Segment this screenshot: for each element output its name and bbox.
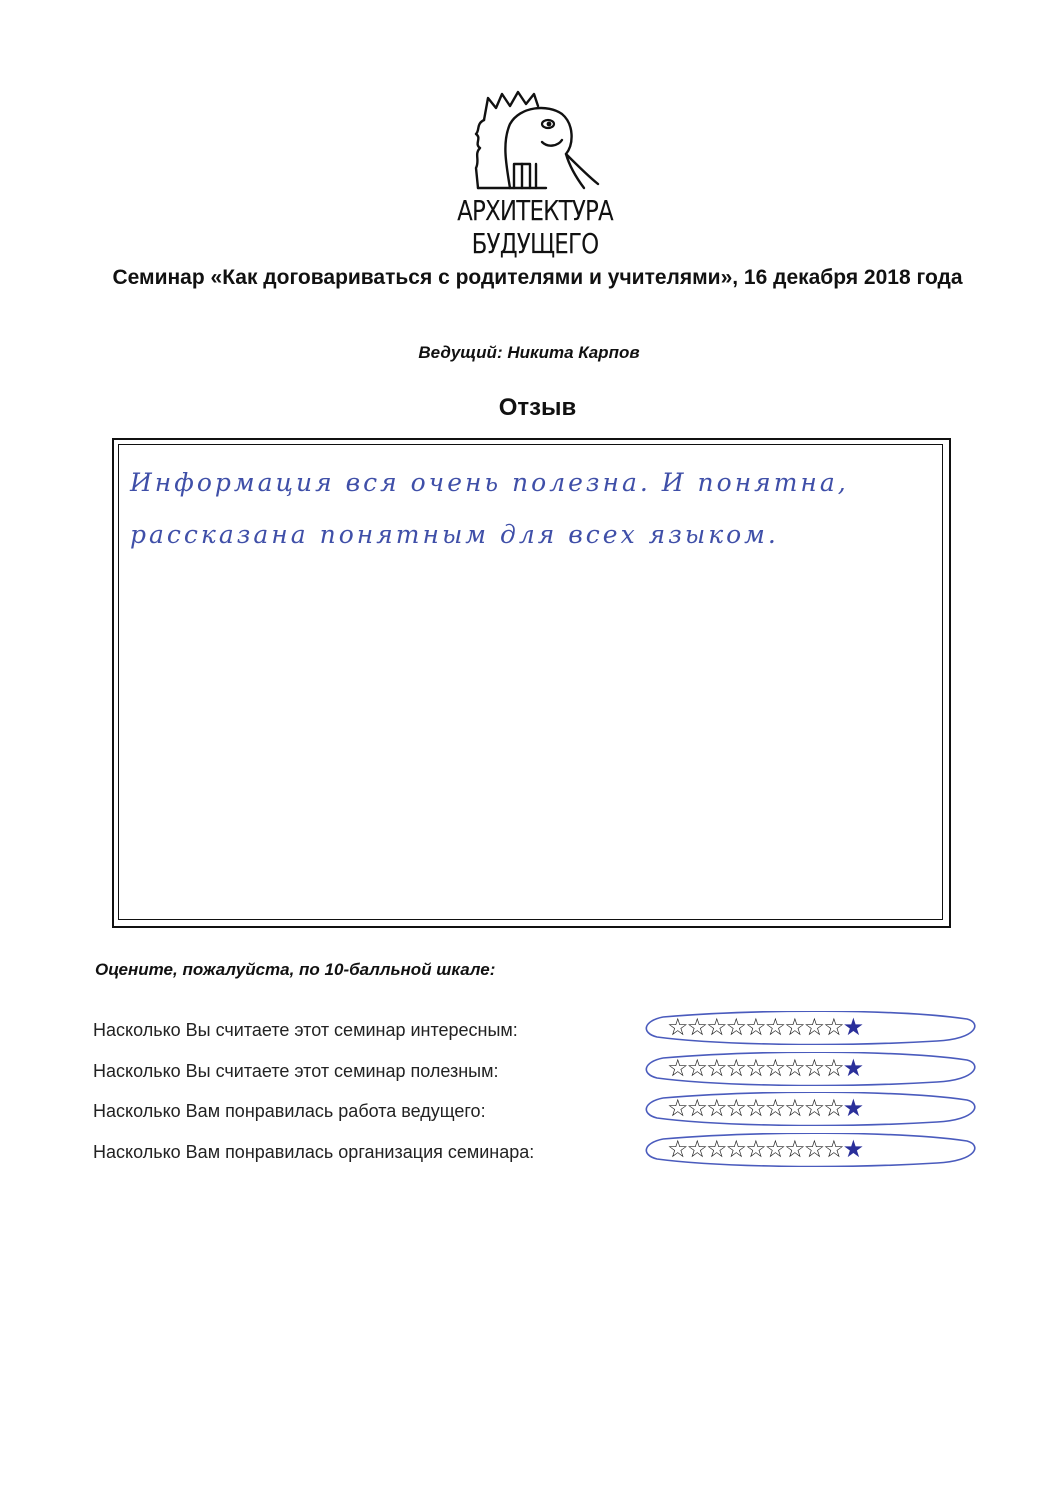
star-outline-icon[interactable]: ☆ [764, 1135, 785, 1163]
star-outline-icon[interactable]: ☆ [686, 1013, 707, 1041]
star-rating[interactable] [637, 1133, 987, 1167]
star-row [667, 1054, 862, 1082]
feedback-box[interactable] [118, 444, 943, 920]
star-outline-icon[interactable]: ☆ [823, 1094, 843, 1122]
feedback-text-line: рассказана понятным для всех языком. [130, 520, 779, 549]
star-outline-icon[interactable]: ☆ [667, 1135, 687, 1163]
star-outline-icon[interactable]: ☆ [784, 1013, 804, 1041]
star-outline-icon[interactable]: ☆ [823, 1054, 843, 1082]
star-filled-icon[interactable]: ★ [842, 1054, 863, 1082]
star-filled-icon[interactable]: ★ [842, 1013, 863, 1041]
logo [380, 84, 690, 260]
star-row [667, 1094, 862, 1122]
logo-text: АРХИТЕКТУРА БУДУЩЕГО [457, 194, 613, 260]
star-rating[interactable] [637, 1011, 987, 1045]
star-outline-icon[interactable]: ☆ [823, 1013, 843, 1041]
star-rating[interactable] [637, 1092, 987, 1126]
feedback-text-line: Информация вся очень полезна. И понятна, [130, 468, 849, 497]
star-outline-icon[interactable]: ☆ [745, 1094, 765, 1122]
star-outline-icon[interactable]: ☆ [686, 1135, 707, 1163]
star-outline-icon[interactable]: ☆ [764, 1054, 785, 1082]
page-title: Семинар «Как договариваться с родителями и учителями», 16 декабря 2018 года [112, 266, 963, 289]
star-outline-icon[interactable]: ☆ [764, 1094, 785, 1122]
star-outline-icon[interactable]: ☆ [686, 1094, 707, 1122]
star-outline-icon[interactable]: ☆ [823, 1135, 843, 1163]
star-outline-icon[interactable]: ☆ [725, 1135, 746, 1163]
star-filled-icon[interactable]: ★ [842, 1094, 863, 1122]
feedback-heading: Отзыв [498, 394, 577, 421]
elephant-castle-logo-icon [466, 84, 606, 194]
star-outline-icon[interactable]: ☆ [686, 1054, 707, 1082]
star-outline-icon[interactable]: ☆ [784, 1094, 804, 1122]
star-outline-icon[interactable]: ☆ [706, 1013, 726, 1041]
star-outline-icon[interactable]: ☆ [784, 1054, 804, 1082]
star-outline-icon[interactable]: ☆ [745, 1054, 765, 1082]
star-outline-icon[interactable]: ☆ [764, 1013, 785, 1041]
star-outline-icon[interactable]: ☆ [706, 1094, 726, 1122]
star-outline-icon[interactable]: ☆ [706, 1135, 726, 1163]
star-row [667, 1013, 862, 1041]
star-outline-icon[interactable]: ☆ [784, 1135, 804, 1163]
star-outline-icon[interactable]: ☆ [667, 1013, 687, 1041]
star-outline-icon[interactable]: ☆ [667, 1054, 687, 1082]
star-filled-icon[interactable]: ★ [842, 1135, 863, 1163]
star-outline-icon[interactable]: ☆ [803, 1094, 824, 1122]
rating-heading: Оцените, пожалуйста, по 10-балльной шкале: [95, 960, 496, 979]
presenter: Ведущий: Никита Карпов [418, 343, 640, 362]
star-outline-icon[interactable]: ☆ [725, 1013, 746, 1041]
star-outline-icon[interactable]: ☆ [745, 1135, 765, 1163]
star-outline-icon[interactable]: ☆ [803, 1135, 824, 1163]
star-outline-icon[interactable]: ☆ [706, 1054, 726, 1082]
star-outline-icon[interactable]: ☆ [667, 1094, 687, 1122]
rating-question: Насколько Вам понравилась работа ведущего: [93, 1101, 486, 1121]
star-rating[interactable] [637, 1052, 987, 1086]
rating-question: Насколько Вы считаете этот семинар полезным: [93, 1061, 499, 1081]
star-outline-icon[interactable]: ☆ [725, 1094, 746, 1122]
rating-question: Насколько Вам понравилась организация семинара: [93, 1142, 535, 1162]
star-outline-icon[interactable]: ☆ [803, 1013, 824, 1041]
star-row [667, 1135, 862, 1163]
star-outline-icon[interactable]: ☆ [803, 1054, 824, 1082]
rating-question: Насколько Вы считаете этот семинар интересным: [93, 1020, 518, 1040]
star-outline-icon[interactable]: ☆ [725, 1054, 746, 1082]
star-outline-icon[interactable]: ☆ [745, 1013, 765, 1041]
